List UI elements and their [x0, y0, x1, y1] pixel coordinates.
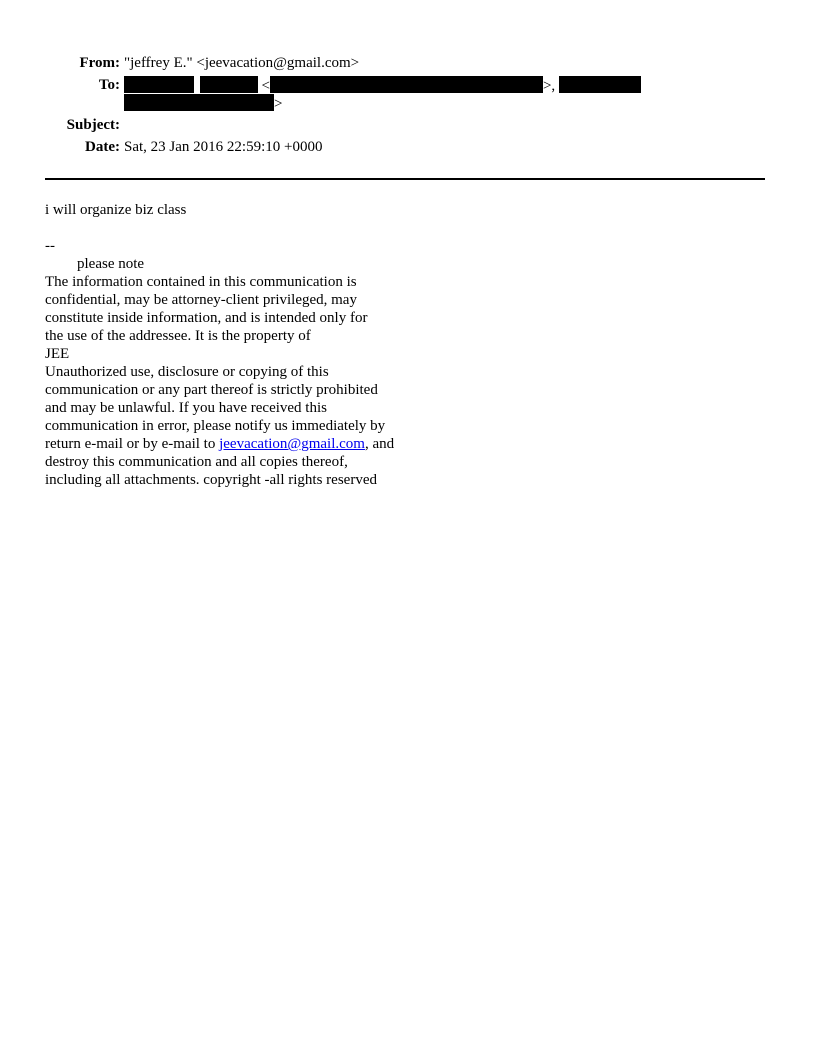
message-text: i will organize biz class — [45, 202, 187, 218]
disclaimer-line: Unauthorized use, disclosure or copying of this — [45, 364, 329, 380]
redaction-block — [559, 76, 641, 93]
from-label: From: — [79, 55, 120, 71]
to-punct-gt: > — [274, 96, 283, 112]
date-value: Sat, 23 Jan 2016 22:59:10 +0000 — [124, 139, 323, 155]
to-value — [124, 76, 641, 95]
to-punct-lt: < — [261, 78, 270, 94]
email-body — [45, 201, 465, 489]
disclaimer-line: and may be unlawful. If you have received this — [45, 400, 327, 416]
note-heading: please note — [77, 256, 145, 272]
header-divider — [45, 178, 765, 180]
closing-line: destroy this communication and all copies thereof, — [45, 454, 348, 470]
blank-line — [45, 219, 465, 237]
email-link[interactable]: jeevacation@gmail.com — [219, 436, 365, 452]
from-value: "jeffrey E." <jeevacation@gmail.com> — [124, 55, 360, 71]
subject-label: Subject: — [66, 117, 120, 133]
date-label: Date: — [85, 139, 120, 155]
to-value-continued — [124, 94, 282, 113]
return-line-prefix: return e-mail or by e-mail to — [45, 436, 220, 452]
disclaimer-line-with-link — [45, 435, 465, 453]
disclaimer-line: JEE — [45, 346, 70, 362]
disclaimer-line: constitute inside information, and is intended only for — [45, 310, 368, 326]
disclaimer-line: The information contained in this communication is — [45, 274, 357, 290]
closing-line: including all attachments. copyright -all rights reserved — [45, 472, 377, 488]
redaction-block — [270, 76, 543, 93]
to-label: To: — [98, 77, 120, 93]
to-punct-gt-comma: >, — [542, 78, 556, 94]
disclaimer-line: the use of the addressee. It is the property of — [45, 328, 311, 344]
redaction-block — [124, 94, 274, 111]
disclaimer-line: confidential, may be attorney-client privileged, may — [45, 292, 357, 308]
return-line-suffix: , and — [364, 436, 395, 452]
disclaimer-line: communication in error, please notify us immediately by — [45, 418, 386, 434]
signature-separator: -- — [45, 238, 55, 254]
disclaimer-line: communication or any part thereof is strictly prohibited — [45, 382, 378, 398]
redaction-block — [124, 76, 194, 93]
redaction-block — [200, 76, 258, 93]
